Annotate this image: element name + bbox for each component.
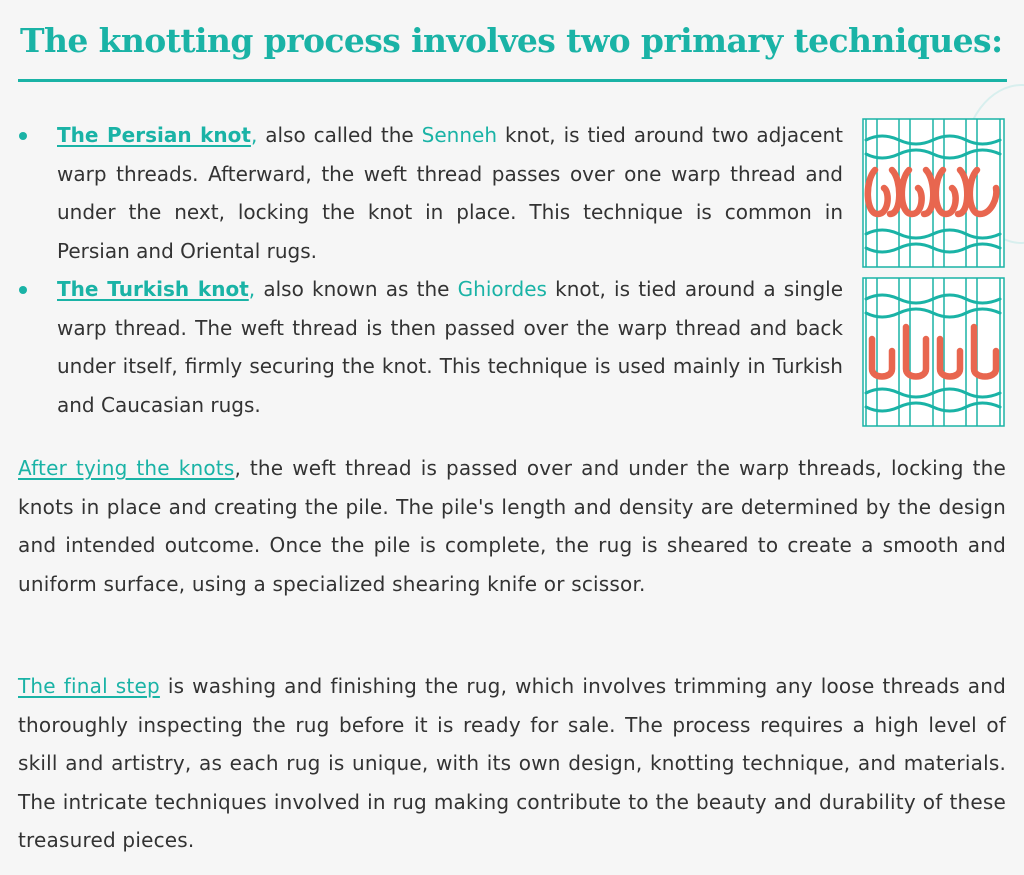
after-tying-text: , the weft thread is passed over and under the warp threads, locking the knots in place and creating the pile. The pile's length and density are determined by the design and intended outcome. Once the pile is complete, the rug is sheared to create a smooth and uniform surface, using a specialized shearing knife or scissor. — [18, 456, 1006, 596]
final-step-link[interactable]: The final step — [18, 674, 160, 698]
persian-knot-link[interactable]: The Persian knot — [57, 123, 251, 147]
after-tying-link[interactable]: After tying the knots — [18, 456, 235, 480]
final-step-text: is washing and finishing the rug, which involves trimming any loose threads and thoroughly inspecting the rug before it is ready for sale. The process requires a high level of skill and artistry, as each rug is unique, with its own design, knotting technique, and materials. The intricate techniques involved in rug making contribute to the beauty and durability of these treasured pieces. — [18, 674, 1006, 853]
paragraph-final-step — [18, 667, 1006, 860]
turkish-knot-diagram-icon — [862, 277, 1005, 427]
turkish-knot-link[interactable]: The Turkish knot — [57, 277, 249, 301]
turkish-text-post: knot, is tied around a single warp thread. The weft thread is then passed over the warp thread and back under itself, firmly securing the knot. This technique is used mainly in Turkish and Caucasian rugs. — [57, 277, 844, 417]
persian-knot-diagram-icon — [862, 118, 1005, 268]
senneh-term: Senneh — [421, 123, 498, 147]
heading-rule — [18, 79, 1007, 82]
persian-text-pre: also called the — [257, 123, 422, 147]
ghiordes-term: Ghiordes — [457, 277, 547, 301]
list-item-persian-knot — [18, 116, 843, 270]
persian-text-post: knot, is tied around two adjacent warp threads. Afterward, the weft thread passes over one warp thread and under the next, locking the knot in place. This technique is common in Persian and Oriental rugs. — [57, 123, 843, 263]
page-heading: The knotting process involves two primary techniques: — [20, 21, 1003, 60]
list-item-turkish-knot — [18, 270, 843, 424]
paragraph-after-tying — [18, 449, 1006, 603]
knot-techniques-list — [18, 116, 843, 424]
turkish-comma: , — [248, 277, 256, 301]
persian-comma: , — [250, 123, 258, 147]
turkish-text-pre: also known as the — [255, 277, 458, 301]
